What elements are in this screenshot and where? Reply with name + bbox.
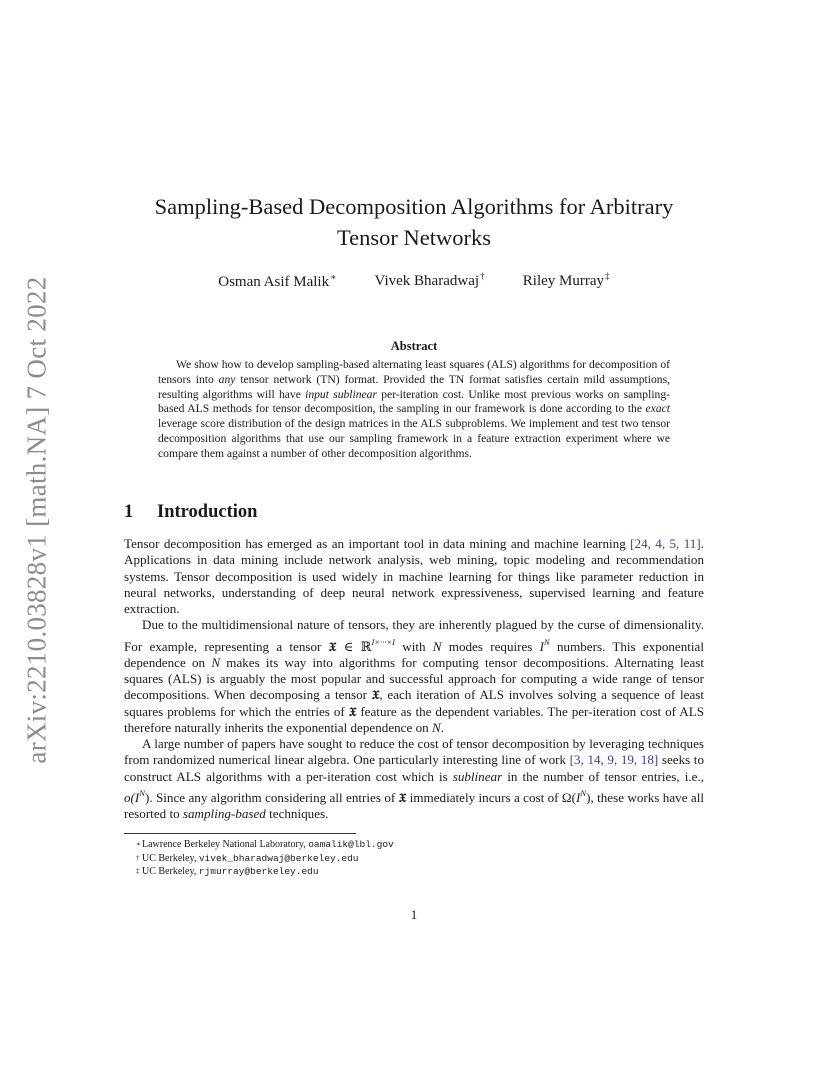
paragraph-text: Due to the multidimensional nature of tensors, they are inherently plagued by the curse of dimensionality. For example, representing a tensor: [124, 617, 704, 654]
paragraph-text: , each iteration of ALS involves solving a sequence of least squares problems for which the entries of: [124, 687, 704, 719]
footnote-divider: [124, 833, 356, 834]
footnote-2: [136, 852, 394, 866]
title-line-2: Tensor Networks: [336, 225, 492, 250]
math-variable: N: [211, 654, 221, 670]
arxiv-identifier: arXiv:2210.03828v1 [math.NA] 7 Oct 2022: [21, 276, 52, 764]
author-malik: [218, 272, 336, 291]
tensor-symbol: 𝔛: [398, 789, 407, 805]
paragraph-text: seeks to construct ALS algorithms with a per-iteration cost which is: [124, 752, 704, 784]
title-line-1: Sampling-Based Decomposition Algorithms for Arbitrary: [154, 194, 674, 219]
footnote-email[interactable]: vivek_bharadwaj@berkeley.edu: [198, 852, 359, 864]
footnote-email[interactable]: oamalik@lbl.gov: [308, 839, 394, 850]
footnote-1: [136, 838, 394, 852]
footnote-text: Lawrence Berkeley National Laboratory,: [142, 839, 309, 850]
math-variable: I: [539, 638, 545, 654]
abstract-text: leverage score distribution of the design matrices in the ALS subproblems. We implement and test two tensor decomposition algorithms that use our sampling framework in a feature extraction experiment where we compare them against a number of other decomposition algorithms.: [158, 417, 670, 460]
paragraph-text: .: [440, 719, 444, 735]
paragraph-text: ), these works have all resorted to: [124, 789, 704, 821]
introduction-body: [124, 536, 704, 822]
paragraph-text: with: [394, 638, 433, 654]
citation-link[interactable]: [24, 4, 5, 11]: [630, 536, 701, 551]
paragraph-text: makes its way into algorithms for computing tensor decompositions. Alternating least squares (ALS) is arguably the most popular and successful approach for computing a wide range of tensor decompositions. When decomposing a tensor: [124, 654, 704, 703]
math-variable: I: [576, 789, 581, 805]
author-bharadwaj: [375, 272, 485, 291]
paragraph-text: . Since any algorithm considering all entries of: [149, 789, 399, 805]
author-mark: †: [480, 272, 485, 282]
tensor-symbol: 𝔛: [328, 638, 337, 654]
paragraph-text: immediately incurs a cost of Ω(: [406, 789, 577, 805]
paragraph-text: numbers. This exponential dependence on: [124, 638, 705, 670]
citation-link[interactable]: [3, 14, 9, 19, 18]: [569, 752, 659, 768]
math-superscript: N: [139, 787, 145, 798]
paragraph-emphasis: sublinear: [452, 768, 503, 784]
paragraph-emphasis: sampling-based: [182, 806, 266, 821]
paper-title: [124, 191, 704, 253]
abstract-text: per-iteration cost. Unlike most previous works on sampling-based ALS methods for tensor decomposition, the sampling in our framework is done according to the: [158, 387, 671, 416]
author-murray: [523, 272, 610, 291]
paragraph-text: . Applications in data mining include network analysis, web mining, topic modeling and recommendation systems. Tensor decomposition is used widely in machine learning for things like parameter reduction in neural networks, understanding of deep neural network expressiveness, supervised learning and feature extraction.: [124, 536, 704, 616]
math-superscript: I×···×I: [371, 636, 395, 647]
math-expression: o(I: [124, 789, 140, 805]
section-title: Introduction: [157, 502, 258, 522]
author-name: Osman Asif Malik: [218, 274, 330, 290]
paragraph-text: techniques.: [265, 806, 329, 821]
tensor-symbol: 𝔛: [348, 703, 357, 719]
author-mark: ∗: [330, 273, 337, 283]
arxiv-side-stamp: [20, 275, 54, 765]
paragraph-text: feature as the dependent variables. The per-iteration cost of ALS therefore naturally inherits the exponential dependence on: [124, 703, 704, 735]
footnote-email[interactable]: rjmurray@berkeley.edu: [198, 866, 319, 877]
footnote-mark: ∗: [136, 840, 141, 848]
paragraph-2: [124, 617, 704, 736]
footnotes: [136, 838, 394, 879]
abstract-body: [158, 358, 670, 462]
paragraph-text: modes requires: [441, 638, 540, 654]
math-variable: N: [432, 638, 442, 654]
footnote-3: [136, 865, 394, 879]
footnote-text: UC Berkeley,: [142, 852, 199, 864]
math-superscript: N: [580, 787, 587, 798]
abstract-heading: Abstract: [390, 339, 438, 353]
footnote-mark: ‡: [136, 867, 140, 875]
abstract-emphasis: any: [218, 372, 236, 386]
abstract-emphasis: input sublinear: [305, 387, 377, 401]
math-text: ): [144, 789, 150, 805]
abstract-emphasis: exact: [645, 402, 670, 416]
author-name: Riley Murray: [522, 273, 605, 289]
page-number: 1: [410, 907, 418, 922]
section-heading-introduction: [124, 502, 257, 523]
footnote-mark: †: [136, 853, 140, 862]
author-mark: ‡: [605, 272, 610, 282]
paragraph-3: [124, 736, 704, 822]
paragraph-text: Tensor decomposition has emerged as an important tool in data mining and machine learning: [124, 536, 631, 551]
math-text: ∈ ℝ: [336, 638, 372, 654]
abstract-text: We show how to develop sampling-based alternating least squares (ALS) algorithms for decomposition of tensors into: [158, 358, 670, 386]
section-number: 1: [124, 502, 134, 522]
math-variable: N: [431, 719, 441, 735]
footnote-text: UC Berkeley,: [142, 866, 199, 877]
math-superscript: N: [544, 636, 550, 647]
author-list: [124, 272, 704, 291]
abstract-text: tensor network (TN) format. Provided the TN format satisfies certain mild assumptions, resulting algorithms will have: [158, 372, 670, 401]
author-name: Vivek Bharadwaj: [374, 273, 480, 289]
paragraph-1: [124, 536, 704, 617]
paragraph-text: A large number of papers have sought to reduce the cost of tensor decomposition by leveraging techniques from randomized numerical linear algebra. One particularly interesting line of work: [124, 736, 704, 768]
tensor-symbol: 𝔛: [371, 687, 380, 703]
paragraph-text: in the number of tensor entries, i.e.,: [502, 768, 704, 784]
